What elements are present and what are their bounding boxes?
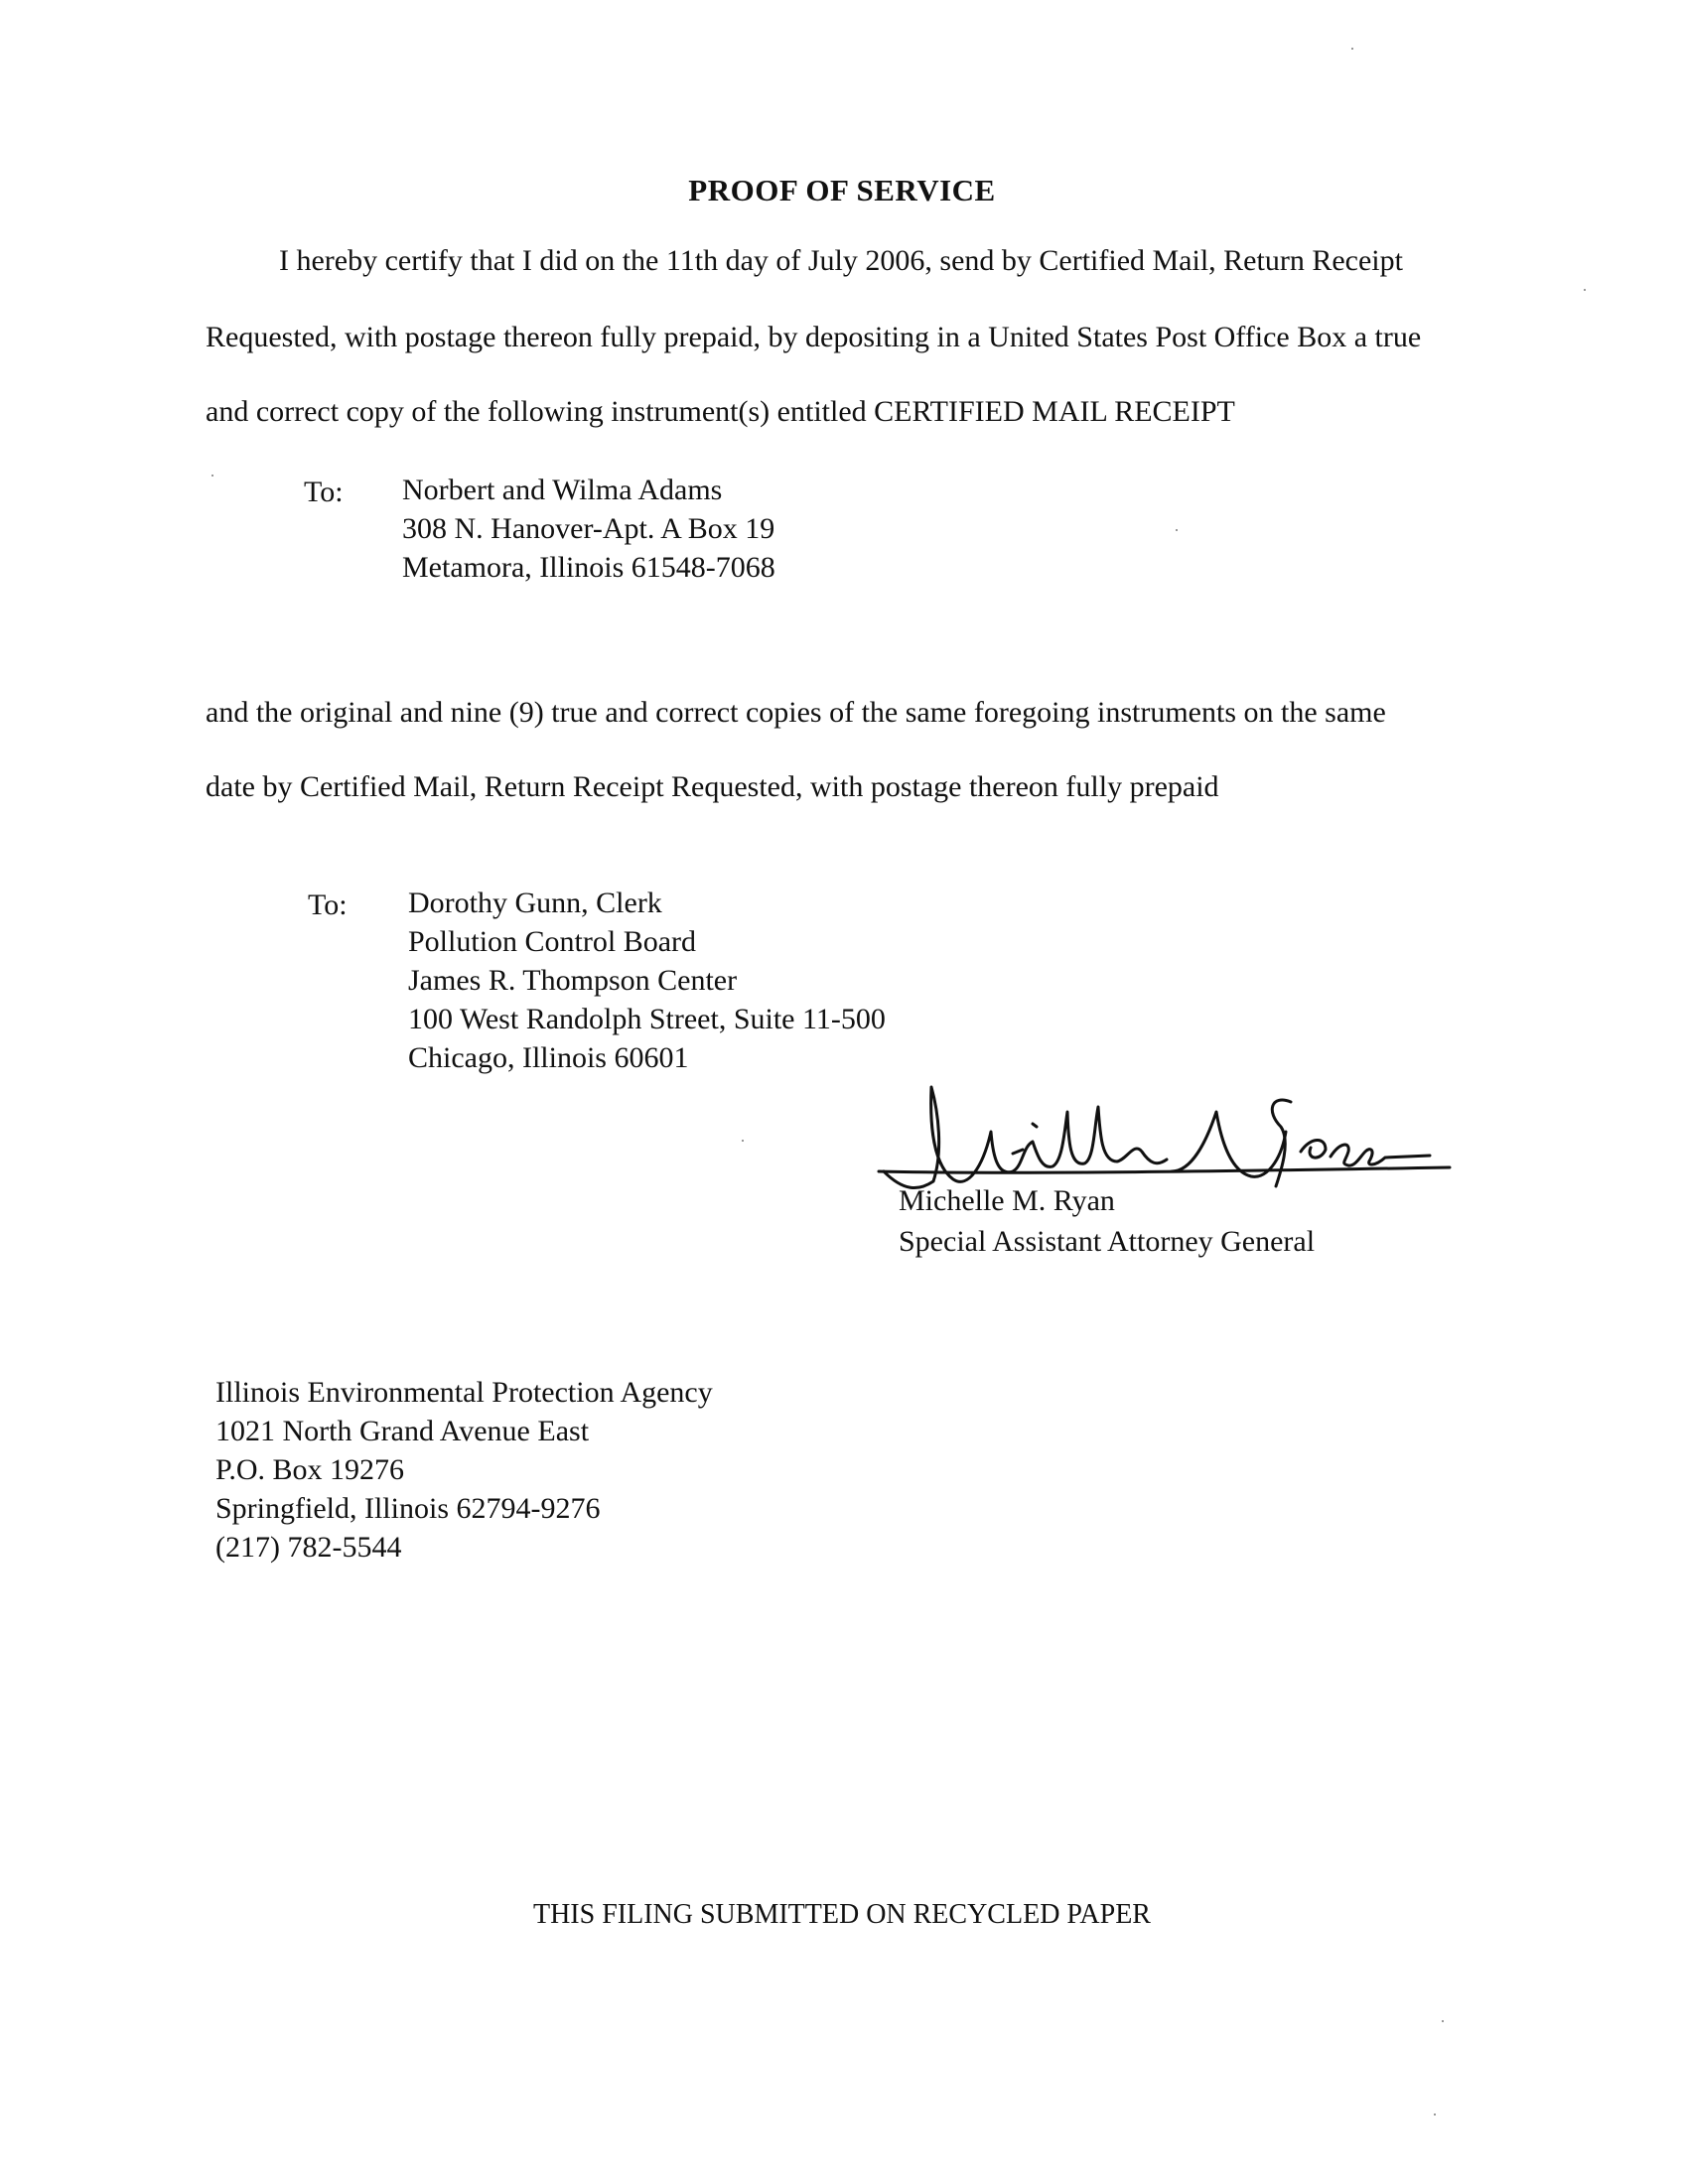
recipient-1-line: 308 N. Hanover-Apt. A Box 19 xyxy=(402,512,775,545)
scan-speck xyxy=(1176,529,1178,531)
scan-speck xyxy=(1351,48,1353,50)
agency-line: Springfield, Illinois 62794-9276 xyxy=(215,1492,601,1525)
recipient-2-line: James R. Thompson Center xyxy=(408,964,738,997)
paragraph-1-line-3: and correct copy of the following instrument(s) entitled CERTIFIED MAIL RECEIPT xyxy=(206,395,1235,428)
agency-line: 1021 North Grand Avenue East xyxy=(215,1415,590,1447)
recipient-2-line: Dorothy Gunn, Clerk xyxy=(408,887,662,919)
scan-speck xyxy=(742,1140,744,1142)
recipient-1-address xyxy=(402,471,775,587)
recipient-2-address xyxy=(408,884,886,1077)
signature-block xyxy=(899,1180,1315,1262)
recipient-1-label: To: xyxy=(304,476,344,508)
paragraph-2-line-1: and the original and nine (9) true and correct copies of the same foregoing instruments on the same xyxy=(206,696,1386,729)
recipient-2-label: To: xyxy=(308,888,348,921)
paragraph-1-line-2: Requested, with postage thereon fully prepaid, by depositing in a United States Post Office Box a true xyxy=(206,321,1422,353)
page-title: PROOF OF SERVICE xyxy=(688,173,996,207)
scan-speck xyxy=(1434,2114,1436,2116)
agency-line: Illinois Environmental Protection Agency xyxy=(215,1376,713,1409)
scan-speck xyxy=(1442,2020,1444,2022)
recycled-paper-footer: THIS FILING SUBMITTED ON RECYCLED PAPER xyxy=(532,1899,1151,1930)
scan-speck xyxy=(1584,289,1586,291)
signer-title: Special Assistant Attorney General xyxy=(899,1225,1316,1258)
paragraph-2-line-2: date by Certified Mail, Return Receipt Requested, with postage thereon fully prepaid xyxy=(206,770,1219,803)
agency-address xyxy=(215,1373,713,1567)
scan-speck xyxy=(211,475,213,477)
agency-line: P.O. Box 19276 xyxy=(215,1453,405,1486)
recipient-2-line: Chicago, Illinois 60601 xyxy=(408,1041,689,1074)
paragraph-1-line-1: I hereby certify that I did on the 11th day of July 2006, send by Certified Mail, Return Receipt xyxy=(279,244,1403,277)
agency-line: (217) 782-5544 xyxy=(215,1531,402,1564)
signer-name: Michelle M. Ryan xyxy=(899,1184,1115,1217)
recipient-1-line: Metamora, Illinois 61548-7068 xyxy=(402,551,775,584)
recipient-2-line: 100 West Randolph Street, Suite 11-500 xyxy=(408,1003,886,1035)
recipient-2-line: Pollution Control Board xyxy=(408,925,697,958)
recipient-1-line: Norbert and Wilma Adams xyxy=(402,474,723,506)
